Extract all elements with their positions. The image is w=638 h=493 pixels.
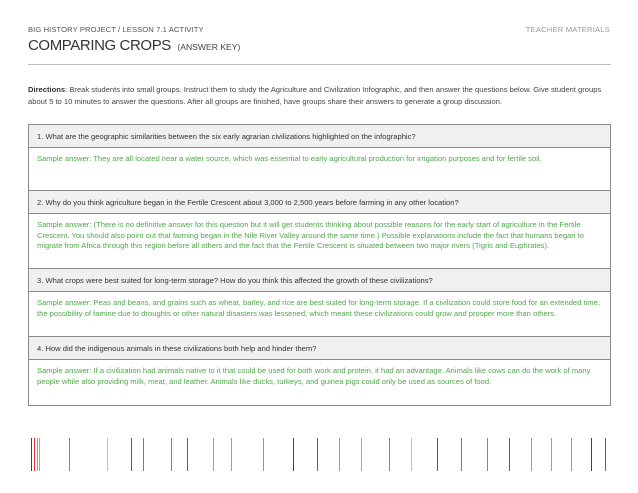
qa-table — [28, 124, 611, 406]
answer-row-2 — [29, 214, 610, 269]
footer-bar — [231, 438, 232, 471]
footer-bar — [461, 438, 462, 471]
breadcrumb: BIG HISTORY PROJECT / LESSON 7.1 ACTIVITY — [28, 25, 204, 34]
footer-bar — [551, 438, 552, 471]
title-main: COMPARING CROPS — [28, 37, 171, 54]
answer-row-1 — [29, 148, 610, 191]
title-subtitle: (ANSWER KEY) — [177, 42, 241, 52]
footer-bar — [263, 438, 264, 471]
footer-bar — [361, 438, 362, 471]
question-row-2 — [29, 191, 610, 214]
footer-color-bars — [0, 438, 638, 471]
footer-bar — [389, 438, 390, 471]
audience-label: TEACHER MATERIALS — [525, 25, 610, 34]
footer-bar — [171, 438, 172, 471]
footer-bar — [487, 438, 488, 471]
footer-bar — [591, 438, 592, 471]
answer-text: Sample answer: If a civilization had animals native to it that could be used for both work and protein, it had an advantage. Animals like cows can do the work of many people while also providing milk, meat, and leather. Animals like ducks, turkeys, and guinea pigs could only be used as sources of food. — [37, 366, 591, 386]
question-row-3 — [29, 269, 610, 292]
directions-label: Directions — [28, 85, 66, 94]
footer-bar — [31, 438, 32, 471]
answer-text: Sample answer: Peas and beans, and grains such as wheat, barley, and rice are best suited for long-term storage. If a civilization could store food for an extended time, the possibility of famine due to droughts or other natural disasters was lessened, which meant these civilizations could grow and prosper more than others. — [37, 298, 600, 318]
footer-bar — [571, 438, 572, 471]
question-text: 4. How did the indigenous animals in these civilizations both help and hinder them? — [37, 343, 317, 353]
footer-bar — [411, 438, 412, 471]
footer-bar — [131, 438, 132, 471]
footer-bar — [437, 438, 438, 471]
answer-row-4 — [29, 360, 610, 405]
question-text: 2. Why do you think agriculture began in the Fertile Crescent about 3,000 to 2,500 years before farming in any other location? — [37, 197, 459, 207]
question-text: 3. What crops were best suited for long-term storage? How do you think this affected the growth of these civilizations? — [37, 275, 433, 285]
footer-bar — [107, 438, 108, 471]
footer-bar — [143, 438, 144, 471]
question-row-4 — [29, 337, 610, 360]
footer-bar — [605, 438, 606, 471]
footer-bar — [34, 438, 35, 471]
directions-text: : Break students into small groups. Instruct them to study the Agriculture and Civilization Infographic, and then answer the questions below. Give student groups about 5 to 10 minutes to answer the questions. After all groups are finished, have groups share their answers to generate a group discussion. — [28, 85, 602, 106]
footer-bar — [339, 438, 340, 471]
question-text: 1. What are the geographic similarities between the six early agrarian civilizations highlighted on the infographic? — [37, 131, 416, 141]
footer-bar — [39, 438, 40, 471]
answer-row-3 — [29, 292, 610, 337]
answer-text: Sample answer: (There is no definitive answer for this question but it will get students thinking about possible reasons for the early start of agriculture in the Fertile Crescent. You should also point out that farming began in the Nile River Valley around the same time.) Possible explanations include the fact that humans began to migrate from Africa through this region before all others and the fact that the Fertile Crescent is situated between two major rivers (Tigris and Euphrates). — [37, 220, 584, 250]
footer-bar — [531, 438, 532, 471]
footer-bar — [187, 438, 188, 471]
answer-text: Sample answer: They are all located near a water source, which was essential to early agricultural production for irrigation purposes and for fertile soil. — [37, 154, 542, 163]
footer-bar — [317, 438, 318, 471]
footer-bar — [213, 438, 214, 471]
footer-bar — [509, 438, 510, 471]
footer-bar — [293, 438, 294, 471]
question-row-1 — [29, 125, 610, 148]
footer-bar — [69, 438, 70, 471]
page-title — [28, 37, 240, 55]
directions — [28, 84, 612, 108]
header-divider — [28, 64, 611, 65]
